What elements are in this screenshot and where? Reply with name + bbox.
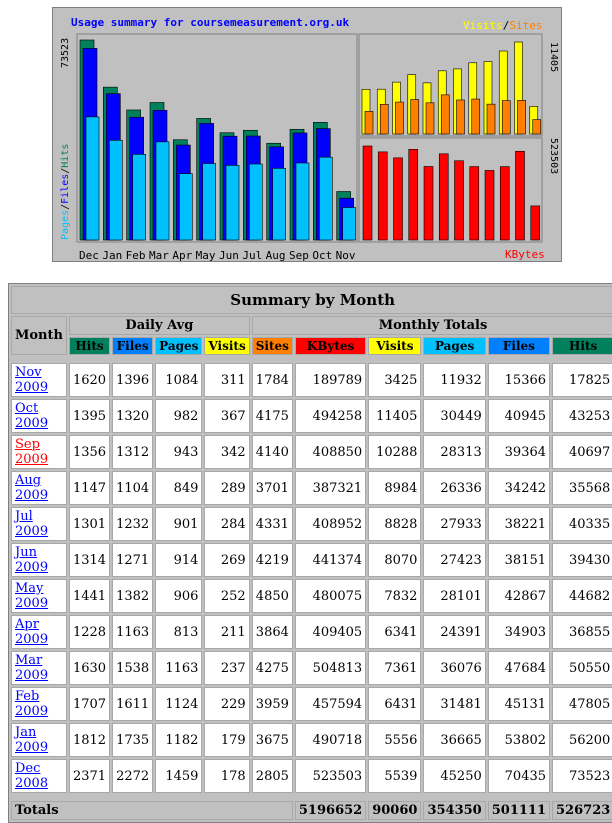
month-label: Nov bbox=[335, 249, 356, 262]
month-cell bbox=[11, 399, 67, 433]
pages-bar bbox=[296, 163, 309, 240]
pages-bar bbox=[273, 168, 286, 240]
value-cell: 4850 bbox=[252, 579, 293, 613]
kbytes-bar bbox=[531, 206, 540, 240]
value-cell: 45250 bbox=[423, 759, 485, 793]
summary-title: Summary by Month bbox=[11, 286, 612, 314]
value-cell: 178 bbox=[204, 759, 249, 793]
month-cell bbox=[11, 579, 67, 613]
month-link[interactable]: Aug 2009 bbox=[15, 473, 49, 503]
value-cell: 30449 bbox=[423, 399, 485, 433]
usage-chart bbox=[53, 8, 563, 263]
value-cell: 10288 bbox=[368, 435, 421, 469]
left-legend bbox=[60, 144, 71, 240]
month-label: Sep bbox=[289, 249, 309, 262]
value-cell: 28313 bbox=[423, 435, 485, 469]
kbytes-bar bbox=[516, 151, 525, 240]
value-cell: 43253 bbox=[552, 399, 612, 433]
month-link[interactable]: Nov 2009 bbox=[15, 365, 49, 395]
value-cell: 1538 bbox=[112, 651, 153, 685]
sites-bar bbox=[533, 120, 541, 134]
month-link[interactable]: Jan 2009 bbox=[15, 725, 49, 755]
kbytes-bar bbox=[455, 161, 464, 240]
value-cell: 1620 bbox=[69, 363, 110, 397]
pages-bar bbox=[203, 164, 216, 240]
value-cell: 4275 bbox=[252, 651, 293, 685]
value-cell: 8984 bbox=[368, 471, 421, 505]
value-cell: 189789 bbox=[295, 363, 366, 397]
value-cell: 1124 bbox=[155, 687, 202, 721]
value-cell: 56200 bbox=[552, 723, 612, 757]
col-daily-visits: Visits bbox=[204, 337, 249, 355]
kbytes-legend: KBytes bbox=[505, 248, 545, 261]
kbytes-bar bbox=[378, 152, 387, 240]
value-cell: 1271 bbox=[112, 543, 153, 577]
value-cell: 34242 bbox=[488, 471, 550, 505]
month-label: Jun bbox=[219, 249, 239, 262]
value-cell: 342 bbox=[204, 435, 249, 469]
month-link[interactable]: May 2009 bbox=[15, 581, 49, 611]
value-cell: 4331 bbox=[252, 507, 293, 541]
value-cell: 40945 bbox=[488, 399, 550, 433]
value-cell: 5539 bbox=[368, 759, 421, 793]
top-legend-item: / bbox=[502, 19, 510, 32]
top-legend bbox=[463, 19, 543, 32]
pages-bar bbox=[319, 157, 332, 240]
month-cell bbox=[11, 759, 67, 793]
month-header: Month bbox=[11, 316, 67, 355]
table-row bbox=[11, 471, 612, 505]
value-cell: 229 bbox=[204, 687, 249, 721]
value-cell: 42867 bbox=[488, 579, 550, 613]
value-cell: 504813 bbox=[295, 651, 366, 685]
chart-title: Usage summary for coursemeasurement.org.uk bbox=[71, 16, 350, 29]
value-cell: 31481 bbox=[423, 687, 485, 721]
month-cell bbox=[11, 723, 67, 757]
kbytes-bar bbox=[394, 158, 403, 240]
left-axis-max-label: 73523 bbox=[60, 37, 71, 68]
value-cell: 7361 bbox=[368, 651, 421, 685]
value-cell: 27933 bbox=[423, 507, 485, 541]
value-cell: 914 bbox=[155, 543, 202, 577]
value-cell: 3864 bbox=[252, 615, 293, 649]
value-cell: 5556 bbox=[368, 723, 421, 757]
pages-bar bbox=[109, 140, 122, 240]
value-cell: 1707 bbox=[69, 687, 110, 721]
value-cell: 50550 bbox=[552, 651, 612, 685]
totals-row bbox=[11, 801, 612, 820]
right-bottom-axis-max-label: 523503 bbox=[548, 138, 559, 175]
value-cell: 45131 bbox=[488, 687, 550, 721]
usage-chart-panel bbox=[52, 7, 562, 262]
value-cell: 36855 bbox=[552, 615, 612, 649]
value-cell: 409405 bbox=[295, 615, 366, 649]
totals-value: 526723 bbox=[552, 801, 612, 820]
value-cell: 901 bbox=[155, 507, 202, 541]
col-daily-files: Files bbox=[112, 337, 153, 355]
left-legend-item: / bbox=[60, 167, 71, 174]
value-cell: 1812 bbox=[69, 723, 110, 757]
value-cell: 24391 bbox=[423, 615, 485, 649]
value-cell: 284 bbox=[204, 507, 249, 541]
col-monthly-sites: Sites bbox=[252, 337, 293, 355]
value-cell: 408952 bbox=[295, 507, 366, 541]
month-cell bbox=[11, 651, 67, 685]
value-cell: 982 bbox=[155, 399, 202, 433]
value-cell: 179 bbox=[204, 723, 249, 757]
month-label: Aug bbox=[265, 249, 286, 262]
value-cell: 1104 bbox=[112, 471, 153, 505]
table-row bbox=[11, 507, 612, 541]
pages-bar bbox=[249, 164, 262, 240]
value-cell: 2371 bbox=[69, 759, 110, 793]
value-cell: 441374 bbox=[295, 543, 366, 577]
value-cell: 1147 bbox=[69, 471, 110, 505]
totals-gap bbox=[11, 795, 612, 799]
value-cell: 494258 bbox=[295, 399, 366, 433]
value-cell: 1228 bbox=[69, 615, 110, 649]
value-cell: 1630 bbox=[69, 651, 110, 685]
sites-bar bbox=[518, 100, 526, 134]
sites-bar bbox=[487, 104, 495, 134]
value-cell: 27423 bbox=[423, 543, 485, 577]
month-label: Jul bbox=[242, 249, 263, 262]
value-cell: 11405 bbox=[368, 399, 421, 433]
value-cell: 36665 bbox=[423, 723, 485, 757]
value-cell: 1441 bbox=[69, 579, 110, 613]
value-cell: 11932 bbox=[423, 363, 485, 397]
month-label: Apr bbox=[172, 249, 193, 262]
value-cell: 1356 bbox=[69, 435, 110, 469]
table-row bbox=[11, 651, 612, 685]
pages-bar bbox=[226, 165, 239, 240]
value-cell: 35568 bbox=[552, 471, 612, 505]
month-label: Oct bbox=[312, 249, 333, 262]
kbytes-bar bbox=[439, 154, 448, 240]
col-monthly-visits: Visits bbox=[368, 337, 421, 355]
month-cell bbox=[11, 507, 67, 541]
pages-bar bbox=[343, 208, 356, 240]
left-legend-item: Pages bbox=[60, 209, 71, 240]
value-cell: 4140 bbox=[252, 435, 293, 469]
table-row bbox=[11, 543, 612, 577]
pages-bar bbox=[156, 142, 169, 240]
month-link[interactable]: Dec 2008 bbox=[15, 761, 49, 791]
value-cell: 8828 bbox=[368, 507, 421, 541]
value-cell: 39364 bbox=[488, 435, 550, 469]
sites-bar bbox=[426, 103, 434, 134]
month-link[interactable]: Sep 2009 bbox=[15, 437, 49, 467]
month-cell bbox=[11, 615, 67, 649]
summary-table bbox=[8, 283, 612, 823]
value-cell: 457594 bbox=[295, 687, 366, 721]
month-link[interactable]: Jul 2009 bbox=[15, 509, 49, 539]
value-cell: 289 bbox=[204, 471, 249, 505]
table-row bbox=[11, 759, 612, 793]
table-row bbox=[11, 579, 612, 613]
value-cell: 1084 bbox=[155, 363, 202, 397]
value-cell: 39430 bbox=[552, 543, 612, 577]
col-daily-hits: Hits bbox=[69, 337, 110, 355]
table-row bbox=[11, 363, 612, 397]
value-cell: 523503 bbox=[295, 759, 366, 793]
value-cell: 1314 bbox=[69, 543, 110, 577]
value-cell: 311 bbox=[204, 363, 249, 397]
value-cell: 7832 bbox=[368, 579, 421, 613]
month-cell bbox=[11, 687, 67, 721]
col-monthly-hits: Hits bbox=[552, 337, 612, 355]
value-cell: 1395 bbox=[69, 399, 110, 433]
value-cell: 252 bbox=[204, 579, 249, 613]
value-cell: 1784 bbox=[252, 363, 293, 397]
kbytes-bar bbox=[485, 170, 494, 240]
header-gap bbox=[11, 357, 612, 361]
value-cell: 53802 bbox=[488, 723, 550, 757]
value-cell: 269 bbox=[204, 543, 249, 577]
value-cell: 387321 bbox=[295, 471, 366, 505]
value-cell: 73523 bbox=[552, 759, 612, 793]
value-cell: 490718 bbox=[295, 723, 366, 757]
value-cell: 3959 bbox=[252, 687, 293, 721]
kbytes-bar bbox=[500, 167, 509, 240]
value-cell: 8070 bbox=[368, 543, 421, 577]
value-cell: 4219 bbox=[252, 543, 293, 577]
value-cell: 367 bbox=[204, 399, 249, 433]
sites-bar bbox=[502, 101, 510, 134]
month-label: Dec bbox=[79, 249, 99, 262]
top-legend-item: Visits bbox=[463, 19, 503, 32]
value-cell: 47684 bbox=[488, 651, 550, 685]
table-row bbox=[11, 615, 612, 649]
month-label: Jan bbox=[102, 249, 123, 262]
left-legend-item: Hits bbox=[60, 143, 71, 168]
col-daily-pages: Pages bbox=[155, 337, 202, 355]
value-cell: 4175 bbox=[252, 399, 293, 433]
month-link[interactable]: Mar 2009 bbox=[15, 653, 49, 683]
totals-value: 501111 bbox=[488, 801, 550, 820]
kbytes-bar bbox=[424, 166, 433, 240]
month-cell bbox=[11, 435, 67, 469]
table-row bbox=[11, 435, 612, 469]
value-cell: 2805 bbox=[252, 759, 293, 793]
table-row bbox=[11, 687, 612, 721]
value-cell: 26336 bbox=[423, 471, 485, 505]
value-cell: 1735 bbox=[112, 723, 153, 757]
left-legend-item: Files bbox=[60, 173, 71, 204]
sites-bar bbox=[472, 99, 480, 134]
top-legend-item: Sites bbox=[509, 19, 543, 32]
col-monthly-pages: Pages bbox=[423, 337, 485, 355]
month-label: Feb bbox=[125, 249, 146, 262]
value-cell: 1163 bbox=[155, 651, 202, 685]
value-cell: 17825 bbox=[552, 363, 612, 397]
pages-bar bbox=[86, 117, 99, 240]
kbytes-bar bbox=[363, 146, 372, 240]
kbytes-bar bbox=[409, 149, 418, 240]
value-cell: 70435 bbox=[488, 759, 550, 793]
month-link[interactable]: Jun 2009 bbox=[15, 545, 49, 575]
value-cell: 1301 bbox=[69, 507, 110, 541]
value-cell: 2272 bbox=[112, 759, 153, 793]
totals-value: 90060 bbox=[368, 801, 421, 820]
daily-avg-header: Daily Avg bbox=[69, 316, 250, 335]
left-legend-item: / bbox=[60, 203, 71, 210]
value-cell: 6341 bbox=[368, 615, 421, 649]
month-cell bbox=[11, 363, 67, 397]
value-cell: 849 bbox=[155, 471, 202, 505]
sites-bar bbox=[396, 102, 404, 134]
value-cell: 1182 bbox=[155, 723, 202, 757]
monthly-totals-header: Monthly Totals bbox=[252, 316, 612, 335]
value-cell: 44682 bbox=[552, 579, 612, 613]
month-cell bbox=[11, 471, 67, 505]
month-link[interactable]: Oct 2009 bbox=[15, 401, 49, 431]
right-top-axis-max-label: 11405 bbox=[548, 42, 559, 73]
month-label: May bbox=[195, 249, 216, 262]
sites-bar bbox=[457, 100, 465, 134]
value-cell: 47805 bbox=[552, 687, 612, 721]
value-cell: 36076 bbox=[423, 651, 485, 685]
value-cell: 3675 bbox=[252, 723, 293, 757]
value-cell: 38151 bbox=[488, 543, 550, 577]
sites-bar bbox=[411, 100, 419, 134]
value-cell: 1163 bbox=[112, 615, 153, 649]
value-cell: 1382 bbox=[112, 579, 153, 613]
totals-label: Totals bbox=[11, 801, 293, 820]
pages-bar bbox=[133, 154, 146, 240]
value-cell: 15366 bbox=[488, 363, 550, 397]
value-cell: 40697 bbox=[552, 435, 612, 469]
month-link[interactable]: Feb 2009 bbox=[15, 689, 49, 719]
value-cell: 480075 bbox=[295, 579, 366, 613]
totals-value: 354350 bbox=[423, 801, 485, 820]
month-link[interactable]: Apr 2009 bbox=[15, 617, 49, 647]
value-cell: 1611 bbox=[112, 687, 153, 721]
value-cell: 1232 bbox=[112, 507, 153, 541]
value-cell: 3701 bbox=[252, 471, 293, 505]
col-monthly-files: Files bbox=[488, 337, 550, 355]
pages-bar bbox=[179, 174, 192, 240]
value-cell: 38221 bbox=[488, 507, 550, 541]
value-cell: 906 bbox=[155, 579, 202, 613]
value-cell: 34903 bbox=[488, 615, 550, 649]
value-cell: 40335 bbox=[552, 507, 612, 541]
value-cell: 1320 bbox=[112, 399, 153, 433]
value-cell: 6431 bbox=[368, 687, 421, 721]
table-row bbox=[11, 723, 612, 757]
value-cell: 211 bbox=[204, 615, 249, 649]
sites-bar bbox=[380, 104, 388, 134]
value-cell: 813 bbox=[155, 615, 202, 649]
month-label: Mar bbox=[149, 249, 169, 262]
sites-bar bbox=[365, 111, 373, 134]
value-cell: 1312 bbox=[112, 435, 153, 469]
value-cell: 237 bbox=[204, 651, 249, 685]
value-cell: 943 bbox=[155, 435, 202, 469]
totals-value: 5196652 bbox=[295, 801, 366, 820]
value-cell: 28101 bbox=[423, 579, 485, 613]
sites-bar bbox=[441, 95, 449, 134]
value-cell: 1396 bbox=[112, 363, 153, 397]
col-monthly-kbytes: KBytes bbox=[295, 337, 366, 355]
value-cell: 3425 bbox=[368, 363, 421, 397]
table-row bbox=[11, 399, 612, 433]
kbytes-bar bbox=[470, 167, 479, 240]
value-cell: 1459 bbox=[155, 759, 202, 793]
month-cell bbox=[11, 543, 67, 577]
value-cell: 408850 bbox=[295, 435, 366, 469]
